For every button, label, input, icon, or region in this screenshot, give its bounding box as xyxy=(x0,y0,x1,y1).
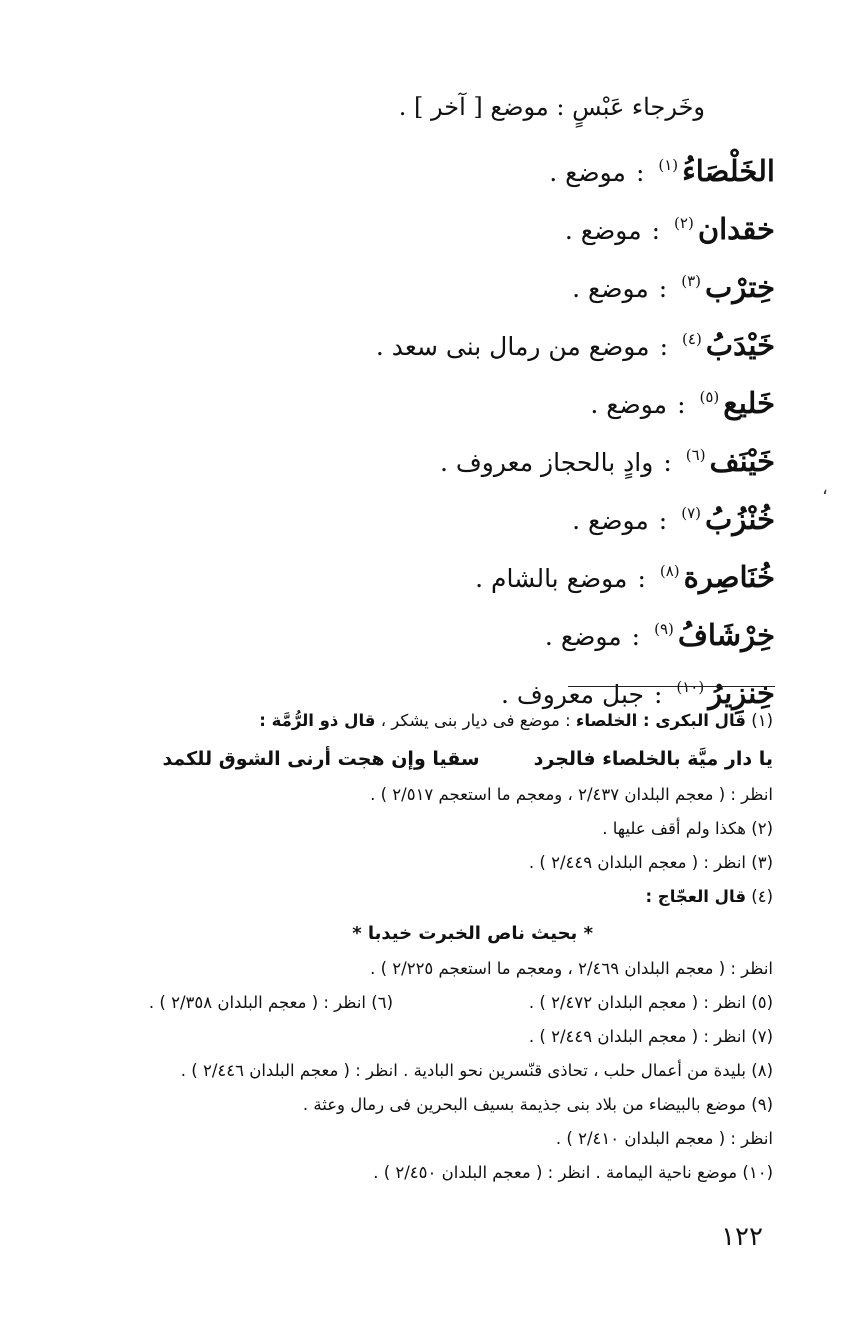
colon: : xyxy=(653,680,663,709)
footnote-ref[interactable]: (٤) xyxy=(682,330,702,348)
footnote-6: (٦) انظر : ( معجم البلدان ٢/٣٥٨ ) . xyxy=(148,993,393,1012)
verse-hemistich-1: يا دار ميَّة بالخلصاء فالجرد xyxy=(533,748,773,770)
footnote-lead: قال البكرى : الخلصاء xyxy=(575,711,746,730)
footnote-row xyxy=(73,987,773,1021)
footnotes xyxy=(73,705,773,1191)
entry-row xyxy=(215,194,775,252)
entry-definition: موضع . xyxy=(549,158,626,187)
verse-hemistich-2: سقيا وإن هجت أرنى الشوق للكمد xyxy=(162,748,480,770)
footnote-number: (٤) xyxy=(751,887,773,906)
first-entry-line: وخَرجاء عَبْسٍ : موضع [ آخر ] . xyxy=(398,93,705,121)
colon: : xyxy=(651,216,661,245)
colon: : xyxy=(677,390,686,419)
colon: : xyxy=(659,332,669,361)
footnote-ref-line: انظر : ( معجم البلدان ٢/٤٣٧ ، ومعجم ما استعجم ٢/٥١٧ ) . xyxy=(370,785,773,804)
margin-mark: ، xyxy=(822,478,828,499)
entry-headword: خِترْب xyxy=(705,270,775,304)
entry-row xyxy=(215,310,775,368)
footnote-7: (٧) انظر : ( معجم البلدان ٢/٤٤٩ ) . xyxy=(528,1027,773,1046)
footnote-ref[interactable]: (٨) xyxy=(659,562,680,580)
footnote-ref-line: انظر : ( معجم البلدان ٢/٤١٠ ) . xyxy=(555,1129,773,1148)
verse-line: * بحيث ناص الخبرت خيدبا * xyxy=(352,923,593,944)
footnote-ref[interactable]: (٧) xyxy=(681,504,702,522)
entry-row xyxy=(215,368,775,426)
entry-row xyxy=(215,542,775,600)
entry-definition: موضع . xyxy=(564,216,642,245)
entry-headword: خِرْشَافُ xyxy=(677,618,775,652)
colon: : xyxy=(663,448,672,477)
entry-definition: جبل معروف . xyxy=(500,680,644,709)
footnote-5: (٥) انظر : ( معجم البلدان ٢/٤٧٢ ) . xyxy=(528,993,773,1012)
footnote-poet: قال العجّاج : xyxy=(645,887,746,906)
colon: : xyxy=(631,622,641,651)
footnote-ref-line: انظر : ( معجم البلدان ٢/٤٦٩ ، ومعجم ما استعجم ٢/٢٢٥ ) . xyxy=(370,959,773,978)
footnote-ref[interactable]: (٩) xyxy=(654,620,674,638)
entry-definition: وادٍ بالحجاز معروف . xyxy=(439,448,654,477)
footnote-text: : موضع فى ديار بنى يشكر ، xyxy=(380,711,571,730)
entry-headword: خِنزِيرُ xyxy=(708,676,775,710)
colon: : xyxy=(658,274,668,303)
entry-definition: موضع . xyxy=(572,274,649,303)
footnote-ref[interactable]: (٢) xyxy=(674,214,694,232)
page-number: ١٢٢ xyxy=(721,1222,763,1252)
footnote-poet: قال ذو الرُّمَّة : xyxy=(259,711,376,730)
entry-row xyxy=(215,426,775,484)
footnote-10: (١٠) موضع ناحية اليمامة . انظر : ( معجم البلدان ٢/٤٥٠ ) . xyxy=(373,1163,773,1182)
colon: : xyxy=(635,158,645,187)
colon: : xyxy=(637,564,646,593)
entry-headword: خقدان xyxy=(697,212,775,246)
entry-definition: موضع بالشام . xyxy=(475,564,628,593)
entry-definition: موضع . xyxy=(590,390,668,419)
footnote-8: (٨) بليدة من أعمال حلب ، تحاذى قنّسرين نحو البادية . انظر : ( معجم البلدان ٢/٤٤٦ ) . xyxy=(180,1061,773,1080)
footnote-ref[interactable]: (١٠) xyxy=(676,678,705,696)
entry-definition: موضع . xyxy=(572,506,649,535)
entry-headword: خَليع xyxy=(723,386,775,420)
verse-line xyxy=(73,739,773,779)
footnote-divider xyxy=(568,686,775,687)
entry-row xyxy=(215,252,775,310)
footnote-9: (٩) موضع بالبيضاء من بلاد بنى جذيمة بسيف البحرين فى رمال وعثة . xyxy=(302,1095,773,1114)
entry-definition: موضع . xyxy=(544,622,622,651)
entry-headword: خَيْدَبُ xyxy=(705,328,775,362)
entry-row xyxy=(215,136,775,194)
footnote-ref[interactable]: (٥) xyxy=(699,388,720,406)
entry-definition: موضع من رمال بنى سعد . xyxy=(375,332,650,361)
entry-headword: خَيْنَف xyxy=(709,444,775,478)
footnote-4 xyxy=(73,881,773,915)
entry-headword: خُنْزُبُ xyxy=(705,502,775,536)
footnote-1 xyxy=(73,705,773,739)
entry-headword: خُنَاصِرة xyxy=(683,560,775,594)
entries-list xyxy=(215,78,775,716)
entry-row xyxy=(215,600,775,658)
entry-row xyxy=(215,484,775,542)
footnote-ref[interactable]: (٣) xyxy=(681,272,702,290)
footnote-ref[interactable]: (١) xyxy=(658,156,679,174)
footnote-ref[interactable]: (٦) xyxy=(685,446,706,464)
footnote-number: (١) xyxy=(751,711,773,730)
colon: : xyxy=(658,506,668,535)
footnote-2: (٢) هكذا ولم أقف عليها . xyxy=(602,819,773,838)
entry-headword: الخَلْصَاءُ xyxy=(682,154,775,188)
footnote-3: (٣) انظر : ( معجم البلدان ٢/٤٤٩ ) . xyxy=(528,853,773,872)
